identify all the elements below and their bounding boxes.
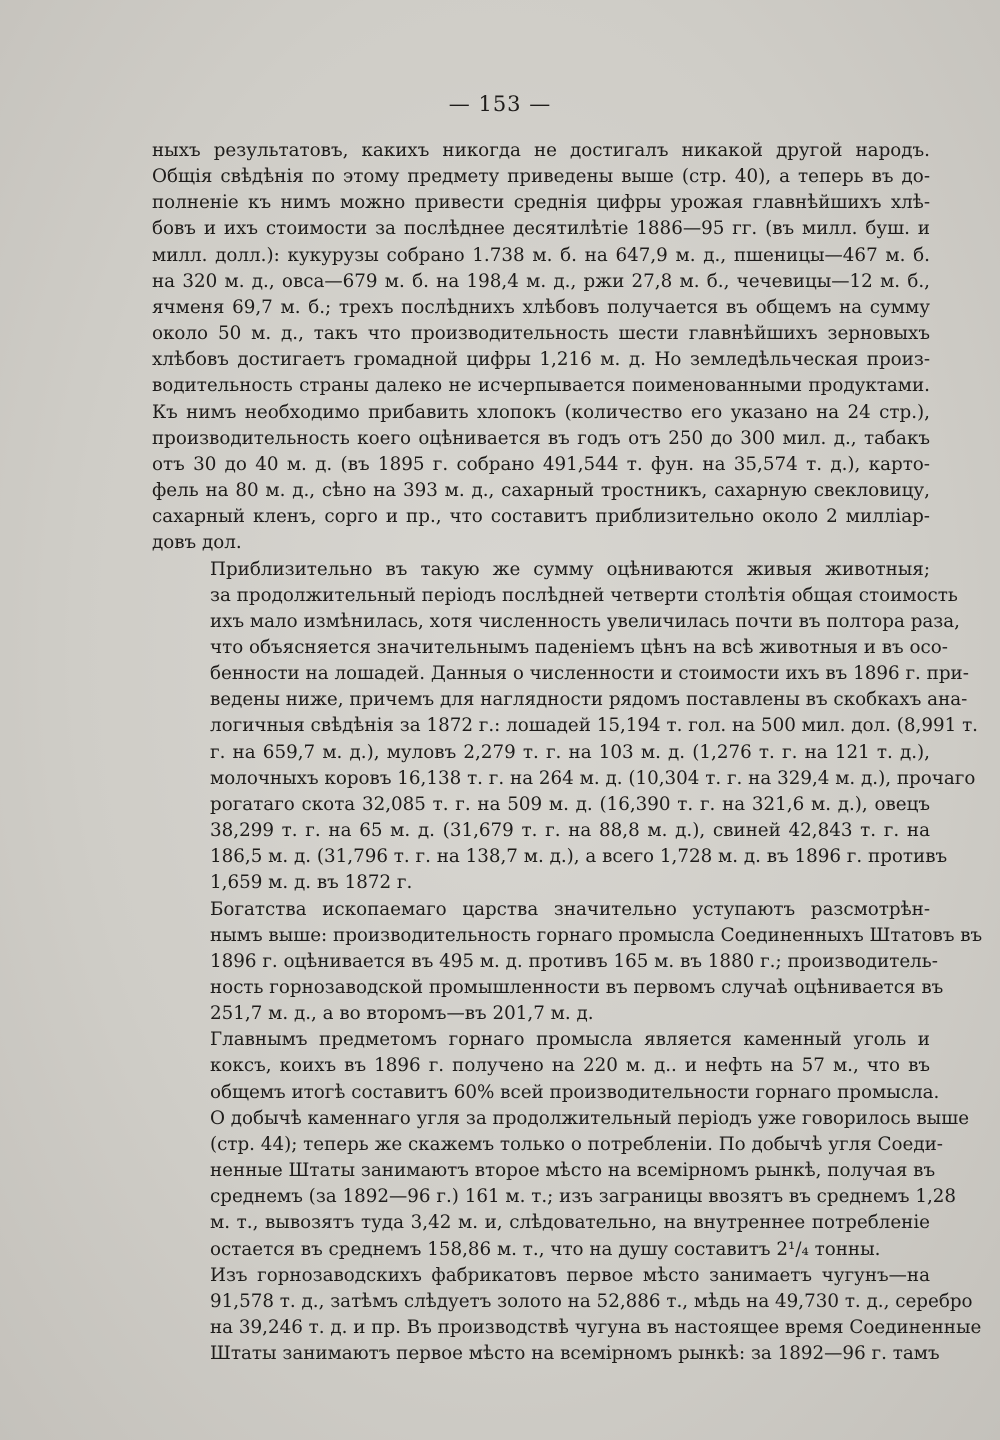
- text-line: около 50 м. д., такъ что производительность шести главнѣйшихъ зерновыхъ: [152, 323, 930, 345]
- text-line: м. т., вывозятъ туда 3,42 м. и, слѣдовательно, на внутреннее потребленіе: [210, 1212, 930, 1234]
- text-line: О добычѣ каменнаго угля за продолжительный періодъ уже говорилось выше: [210, 1107, 970, 1129]
- text-line: молочныхъ коровъ 16,138 т. г. на 264 м. д. (10,304 т. г. на 329,4 м. д.), прочаго: [210, 767, 976, 789]
- text-line: милл. долл.): кукурузы собрано 1.738 м. б. на 647,9 м. д., пшеницы—467 м. б.: [152, 244, 930, 266]
- text-line: водительность страны далеко не исчерпывается поименованными продуктами.: [152, 375, 930, 397]
- paragraph: [152, 897, 983, 1028]
- text-line: довъ дол.: [152, 532, 242, 554]
- text-line: Штаты занимаютъ первое мѣсто на всемірномъ рынкѣ: за 1892—96 г. тамъ: [210, 1343, 940, 1365]
- text-line: нымъ выше: производительность горнаго промысла Соединенныхъ Штатовъ въ: [210, 924, 983, 946]
- paragraph: [152, 1263, 982, 1368]
- text-line: на 39,246 т. д. и пр. Въ производствѣ чугуна въ настоящее время Соединенные: [210, 1317, 982, 1339]
- text-line: на 320 м. д., овса—679 м. б. на 198,4 м. д., ржи 27,8 м. б., чечевицы—12 м. б.,: [152, 270, 930, 292]
- text-line: Главнымъ предметомъ горнаго промысла является каменный уголь и: [210, 1029, 930, 1051]
- text-line: Къ нимъ необходимо прибавить хлопокъ (количество его указано на 24 стр.),: [152, 401, 930, 423]
- text-line: хлѣбовъ достигаетъ громадной цифры 1,216 м. д. Но земледѣльческая произ-: [152, 349, 930, 371]
- text-line: за продолжительный періодъ послѣдней четверти столѣтія общая стоимость: [210, 584, 958, 606]
- text-line: ныхъ результатовъ, какихъ никогда не достигалъ никакой другой народъ.: [152, 140, 930, 161]
- text-line: 186,5 м. д. (31,796 т. г. на 138,7 м. д.), а всего 1,728 м. д. въ 1896 г. противъ: [210, 846, 948, 868]
- paragraph: [152, 1027, 970, 1262]
- text-line: Общія свѣдѣнія по этому предмету приведены выше (стр. 40), а теперь въ до-: [152, 166, 930, 188]
- text-line: фель на 80 м. д., сѣно на 393 м. д., сахарный тростникъ, сахарную свекловицу,: [152, 480, 930, 502]
- body-text: [152, 138, 983, 1367]
- paragraph: [152, 557, 978, 897]
- text-line: Богатства ископаемаго царства значительно уступаютъ разсмотрѣн-: [210, 898, 930, 920]
- text-line: коксъ, коихъ въ 1896 г. получено на 220 м. д.. и нефть на 57 м., что въ: [210, 1055, 930, 1077]
- text-line: бенности на лошадей. Данныя о численности и стоимости ихъ въ 1896 г. при-: [210, 663, 969, 685]
- text-line: (стр. 44); теперь же скажемъ только о потребленіи. По добычѣ угля Соеди-: [210, 1133, 943, 1155]
- text-line: среднемъ (за 1892—96 г.) 161 м. т.; изъ заграницы ввозятъ въ среднемъ 1,28: [210, 1186, 957, 1208]
- text-line: 38,299 т. г. на 65 м. д. (31,679 т. г. на 88,8 м. д.), свиней 42,843 т. г. на: [210, 820, 930, 842]
- text-line: логичныя свѣдѣнія за 1872 г.: лошадей 15,194 т. гол. на 500 мил. дол. (8,991 т.: [210, 715, 978, 737]
- text-line: отъ 30 до 40 м. д. (въ 1895 г. собрано 491,544 т. фун. на 35,574 т. д.), карто-: [152, 453, 930, 475]
- text-line: рогатаго скота 32,085 т. г. на 509 м. д. (16,390 т. г. на 321,6 м. д.), овецъ: [210, 793, 930, 815]
- text-line: полненіе къ нимъ можно привести среднія цифры урожая главнѣйшихъ хлѣ-: [152, 192, 930, 214]
- text-line: г. на 659,7 м. д.), муловъ 2,279 т. г. на 103 м. д. (1,276 т. г. на 121 т. д.),: [210, 741, 930, 763]
- text-line: ность горнозаводской промышленности въ первомъ случаѣ оцѣнивается въ: [210, 977, 944, 998]
- page-number: — 153 —: [448, 92, 552, 116]
- text-line: производительность коего оцѣнивается въ годъ отъ 250 до 300 мил. д., табакъ: [152, 427, 930, 449]
- text-line: ячменя 69,7 м. б.; трехъ послѣднихъ хлѣбовъ получается въ общемъ на сумму: [152, 296, 930, 318]
- text-line: сахарный кленъ, сорго и пр., что составитъ приблизительно около 2 миллiар-: [152, 506, 930, 528]
- text-line: ихъ мало измѣнилась, хотя численность увеличилась почти въ полтора раза,: [210, 610, 960, 632]
- text-line: 1896 г. оцѣнивается въ 495 м. д. противъ 165 м. въ 1880 г.; производитель-: [210, 950, 938, 972]
- text-line: ведены ниже, причемъ для наглядности рядомъ поставлены въ скобкахъ ана-: [210, 689, 968, 711]
- text-line: 1,659 м. д. въ 1872 г.: [210, 872, 413, 894]
- text-line: остается въ среднемъ 158,86 м. т., что на душу составитъ 2¹/₄ тонны.: [210, 1238, 881, 1260]
- text-line: 91,578 т. д., затѣмъ слѣдуетъ золото на 52,886 т., мѣдь на 49,730 т. д., серебро: [210, 1290, 973, 1312]
- text-line: что объясняется значительнымъ паденіемъ цѣнъ на всѣ животныя и въ осо-: [210, 636, 948, 658]
- text-line: 251,7 м. д., а во второмъ—въ 201,7 м. д.: [210, 1003, 594, 1025]
- text-line: ненные Штаты занимаютъ второе мѣсто на всемірномъ рынкѣ, получая въ: [210, 1160, 936, 1182]
- text-line: Изъ горнозаводскихъ фабрикатовъ первое мѣсто занимаетъ чугунъ—на: [210, 1264, 930, 1286]
- text-line: Приблизительно въ такую же сумму оцѣниваются живыя животныя;: [210, 558, 930, 580]
- text-line: общемъ итогѣ составитъ 60% всей производительности горнаго промысла.: [210, 1081, 940, 1103]
- text-line: бовъ и ихъ стоимости за послѣднее десятилѣтіе 1886—95 гг. (въ милл. буш. и: [152, 218, 930, 240]
- paragraph: [152, 138, 930, 557]
